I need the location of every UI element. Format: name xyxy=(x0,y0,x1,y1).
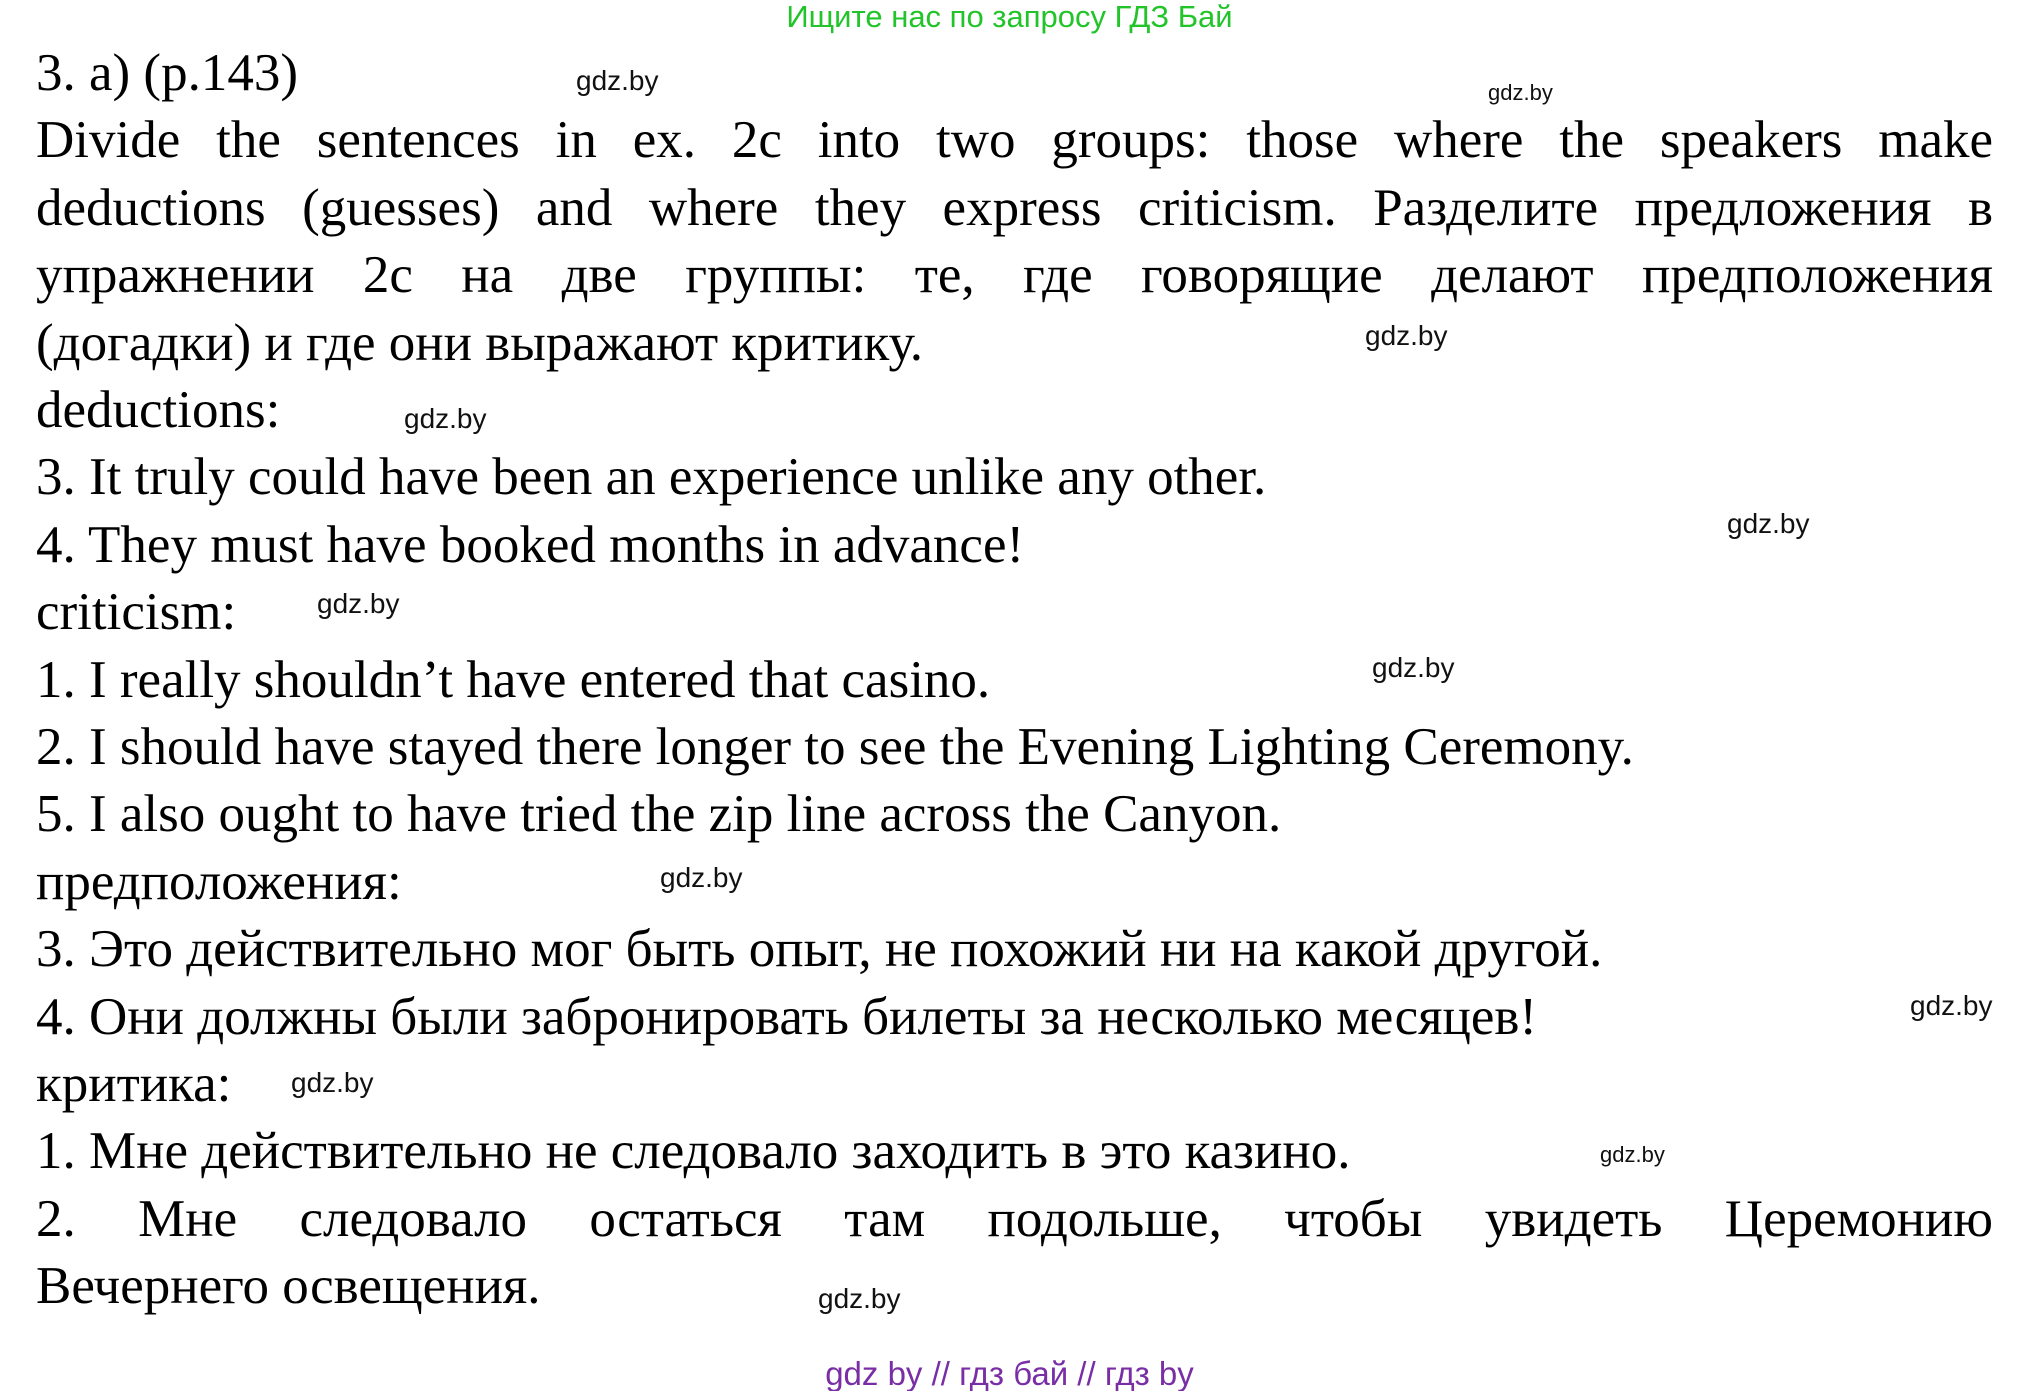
text-line: предположения: xyxy=(36,852,402,911)
text-line: 3. It truly could have been an experience unlike any other. xyxy=(36,448,1267,507)
text-line: 5. I also ought to have tried the zip line across the Canyon. xyxy=(36,785,1282,844)
footer-watermark: gdz by // гдз бай // гдз by xyxy=(825,1355,1194,1391)
watermark: gdz.by xyxy=(1372,652,1455,683)
watermark: gdz.by xyxy=(1600,1142,1665,1167)
text-line: 2. Мне следовало остаться там подольше, чтобы увидеть Церемонию xyxy=(36,1189,1993,1248)
text-line: 4. Они должны были забронировать билеты за несколько месяцев! xyxy=(36,987,1538,1046)
watermark: gdz.by xyxy=(1910,990,1993,1021)
text-line: критика: xyxy=(36,1055,232,1113)
text-line: 1. I really shouldn’t have entered that casino. xyxy=(36,650,991,709)
watermark: gdz.by xyxy=(317,588,400,619)
text-line: deductions (guesses) and where they express criticism. Разделите предложения в xyxy=(36,178,1993,237)
text-line: 1. Мне действительно не следовало заходить в это казино. xyxy=(36,1122,1351,1181)
watermark: gdz.by xyxy=(404,403,487,434)
text-line: criticism: xyxy=(36,583,237,642)
text-line: deductions: xyxy=(36,381,281,439)
text-line: (догадки) и где они выражают критику. xyxy=(36,313,923,372)
text-line: 2. I should have stayed there longer to see the Evening Lighting Ceremony. xyxy=(36,718,1634,776)
search-banner: Ищите нас по запросу ГДЗ Бай xyxy=(786,0,1233,34)
watermark: gdz.by xyxy=(1365,320,1448,351)
watermark: gdz.by xyxy=(576,65,659,96)
watermark: gdz.by xyxy=(1488,80,1553,105)
text-line: Divide the sentences in ex. 2c into two groups: those where the speakers make xyxy=(36,111,1993,170)
text-line: 3. Это действительно мог быть опыт, не похожий ни на какой другой. xyxy=(36,920,1603,979)
watermark: gdz.by xyxy=(1727,508,1810,539)
text-line: Вечернего освещения. xyxy=(36,1257,541,1316)
text-line: 3. a) (p.143) xyxy=(36,44,298,102)
text-line: 4. They must have booked months in advance! xyxy=(36,515,1025,574)
text-line: упражнении 2c на две группы: те, где говорящие делают предположения xyxy=(36,246,1993,305)
watermark: gdz.by xyxy=(818,1283,901,1314)
watermark: gdz.by xyxy=(660,862,743,893)
watermark: gdz.by xyxy=(291,1067,374,1098)
